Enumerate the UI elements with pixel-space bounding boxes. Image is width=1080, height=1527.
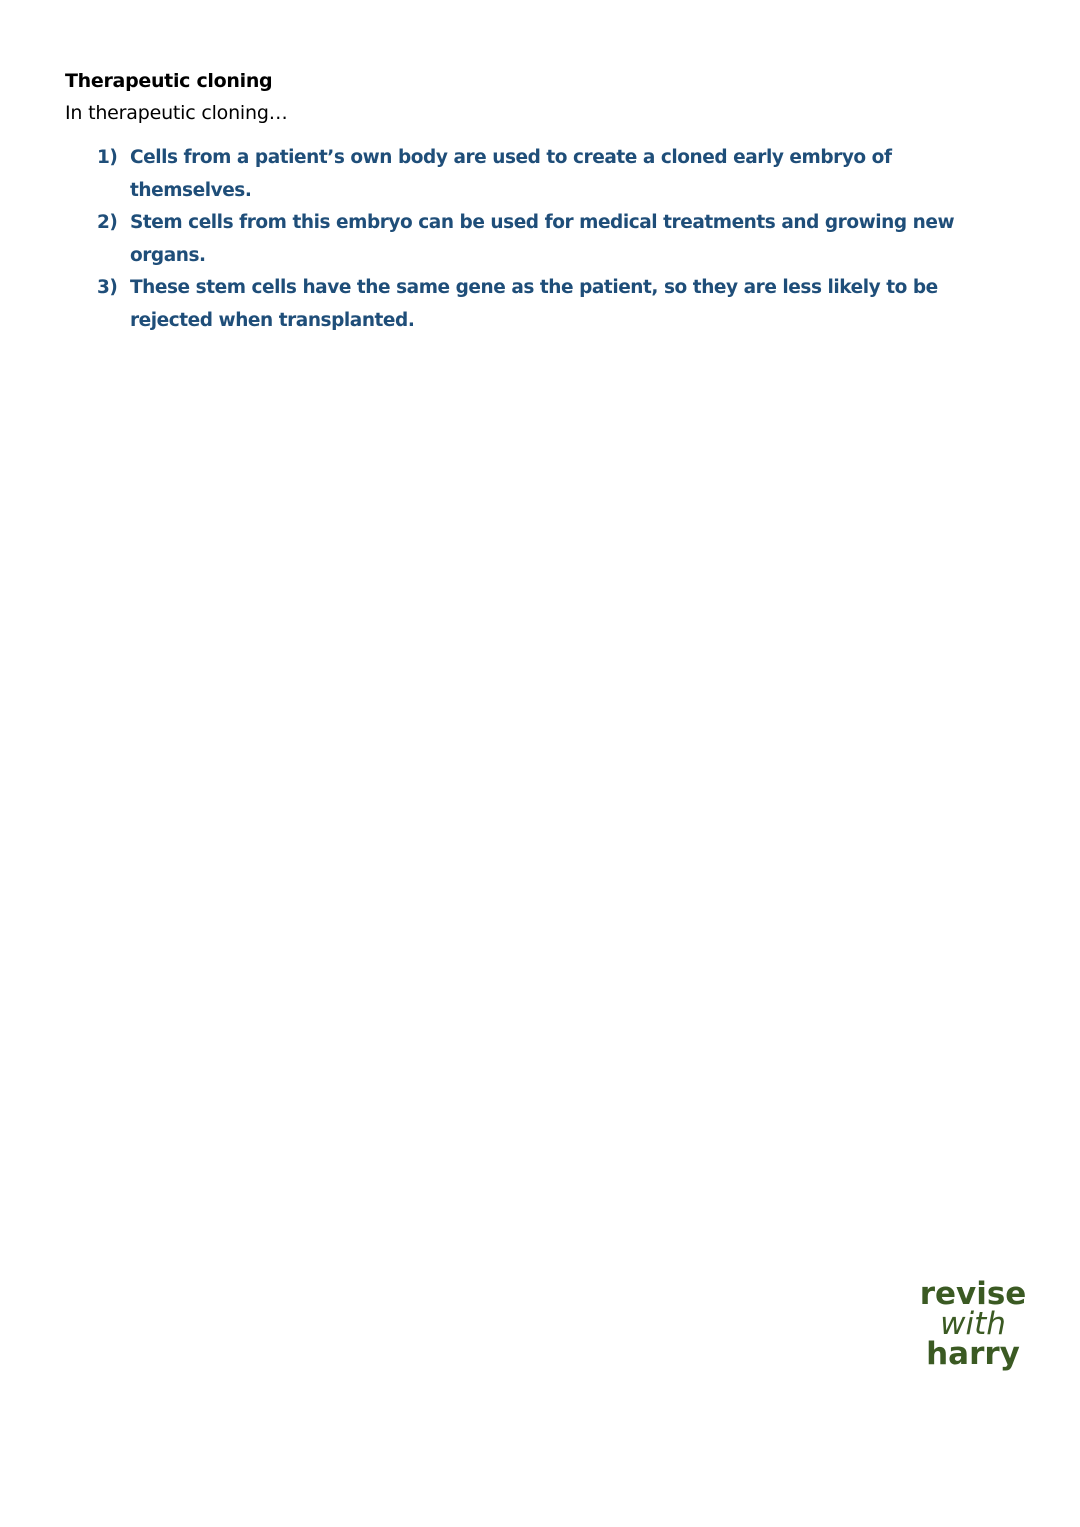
logo-line-with: with [940,1306,1006,1342]
list-item [65,142,1015,207]
revise-with-harry-logo [918,1276,1028,1372]
step-number: 1) [97,147,118,168]
section-heading: Therapeutic cloning [65,70,273,92]
step-text: Cells from a patient’s own body are used to create a cloned early embryo of themselves. [130,147,892,201]
list-item [65,207,1015,272]
step-text: These stem cells have the same gene as the patient, so they are less likely to be rejected when transplanted. [130,277,938,331]
step-number: 3) [97,277,118,298]
document-body [65,66,1015,337]
numbered-steps-list [65,142,1015,337]
intro-text: In therapeutic cloning… [65,102,288,124]
step-text: Stem cells from this embryo can be used for medical treatments and growing new organs. [130,212,955,266]
step-number: 2) [97,212,118,233]
list-item [65,272,1015,337]
logo-line-revise: revise [919,1276,1027,1312]
logo-line-harry: harry [926,1336,1020,1372]
